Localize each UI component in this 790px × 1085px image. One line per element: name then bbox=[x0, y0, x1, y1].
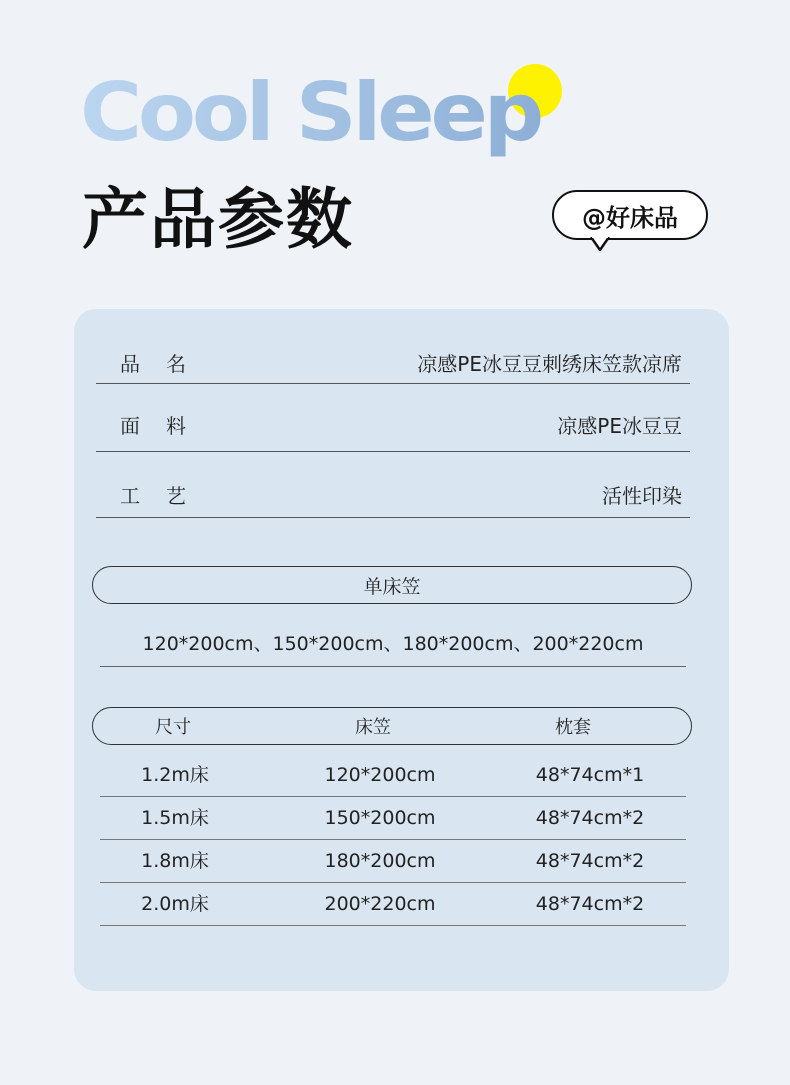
spec-value: 活性印染 bbox=[602, 484, 682, 508]
table-row bbox=[100, 840, 686, 883]
table-row bbox=[100, 797, 686, 840]
brand-tag-bubble bbox=[552, 190, 708, 240]
spec-label: 面料 bbox=[120, 414, 212, 438]
spec-value: 凉感PE冰豆豆 bbox=[557, 414, 682, 438]
spec-value: 凉感PE冰豆豆刺绣床笠款凉席 bbox=[417, 352, 682, 376]
spec-row-process bbox=[96, 472, 690, 518]
table-row bbox=[100, 883, 686, 926]
cell-pillowcase: 48*74cm*1 bbox=[535, 764, 645, 786]
cell-size: 1.2m床 bbox=[141, 764, 209, 786]
header-fitted-sheet: 床笠 bbox=[355, 717, 391, 738]
spec-label: 工艺 bbox=[120, 484, 212, 508]
spec-label: 品名 bbox=[120, 352, 212, 376]
cell-fitted-sheet: 200*220cm bbox=[324, 893, 436, 915]
header-pillowcase: 枕套 bbox=[555, 717, 591, 738]
fitted-sheet-heading bbox=[92, 566, 692, 604]
size-table-header bbox=[92, 707, 692, 745]
brand-logo-graphic bbox=[80, 58, 580, 168]
cell-pillowcase: 48*74cm*2 bbox=[535, 850, 645, 872]
spec-row-name bbox=[96, 342, 690, 384]
header-size: 尺寸 bbox=[155, 717, 191, 738]
cell-size: 1.5m床 bbox=[141, 807, 209, 829]
speech-bubble-tail-icon bbox=[590, 237, 610, 251]
brand-text: Cool Sleep bbox=[80, 66, 541, 159]
table-row bbox=[100, 754, 686, 797]
brand-logo bbox=[80, 58, 580, 168]
cell-fitted-sheet: 120*200cm bbox=[324, 764, 436, 786]
cell-size: 1.8m床 bbox=[141, 850, 209, 872]
cell-pillowcase: 48*74cm*2 bbox=[535, 807, 645, 829]
brand-tag-text: @好床品 bbox=[582, 203, 678, 232]
page-title: 产品参数 bbox=[82, 181, 354, 258]
fitted-sheet-heading-text: 单床笠 bbox=[363, 575, 421, 598]
cell-fitted-sheet: 180*200cm bbox=[324, 850, 436, 872]
cell-fitted-sheet: 150*200cm bbox=[324, 807, 436, 829]
cell-size: 2.0m床 bbox=[141, 893, 209, 915]
fitted-sheet-sizes: 120*200cm、150*200cm、180*200cm、200*220cm bbox=[100, 625, 686, 667]
spec-row-fabric bbox=[96, 398, 690, 452]
cell-pillowcase: 48*74cm*2 bbox=[535, 893, 645, 915]
